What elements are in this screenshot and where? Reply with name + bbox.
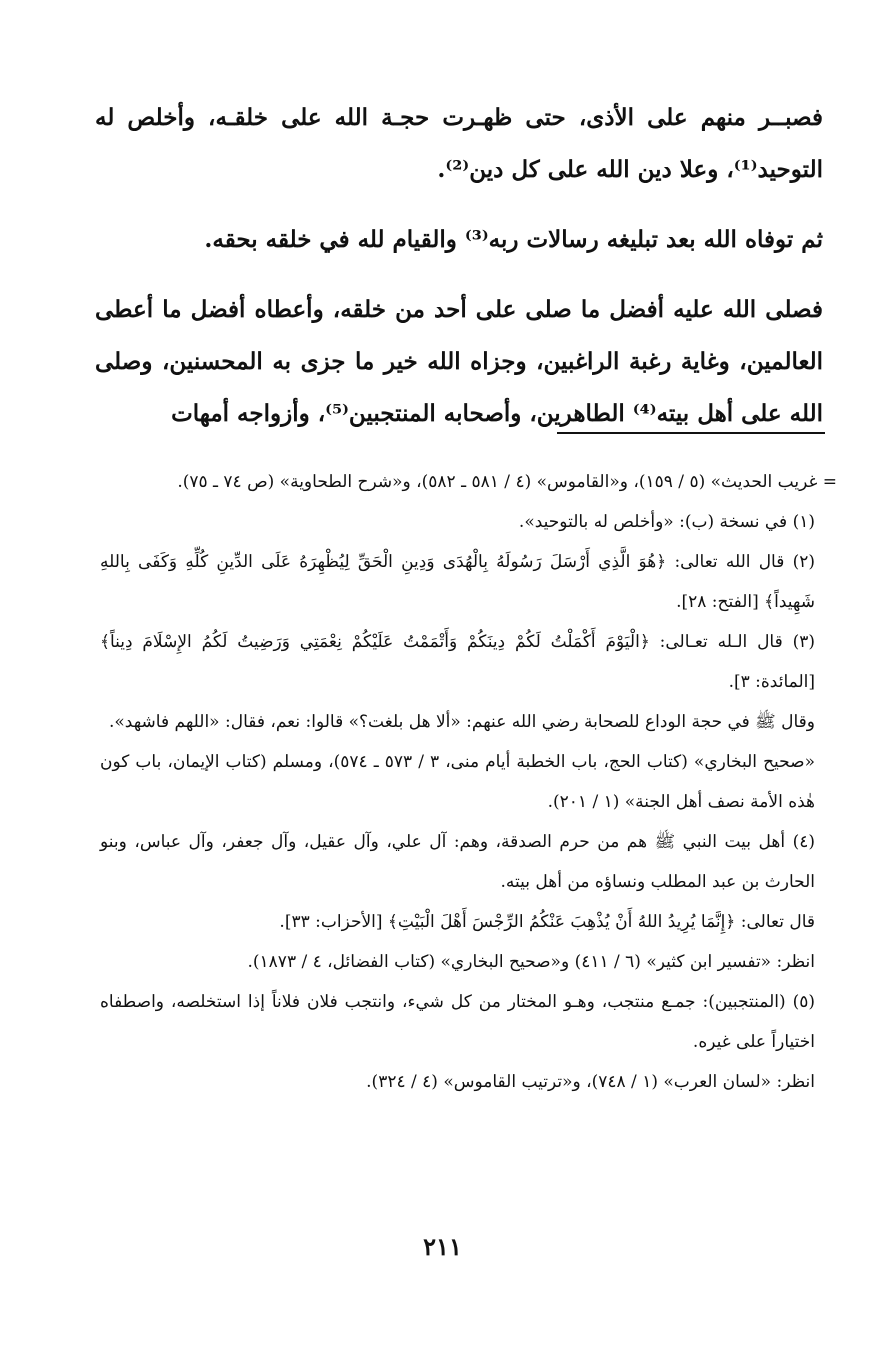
page-number: ٢١١ bbox=[423, 1232, 462, 1261]
footnote-5: (٥) (المنتجبين): جمـع منتجب، وهـو المختار من كل شيء، وانتجب فلان فلاناً إذا استخلصه، واصطفاه اختياراً على غيره. bbox=[100, 992, 815, 1052]
main-paragraph: فصلى الله عليه أفضل ما صلى على أحد من خلقه، وأعطاه أفضل ما أعطى العالمين، وغاية رغبة الراغبين، وجزاه الله خير ما جزى به المحسنين، وصلى الله على أهل بيته⁽⁴⁾ الطاهرين، وأصحابه المنتجبين⁽⁵⁾، وأزواجه أمهات bbox=[95, 296, 823, 427]
footnote-2: (٢) قال الله تعالى: ﴿هُوَ الَّذِي أَرْسَلَ رَسُولَهُ بِالْهُدَى وَدِينِ الْحَقِّ لِيُظْهِرَهُ عَلَى الدِّينِ كُلِّهِ وَكَفَى بِاللهِ شَهِيداً﴾ [الفتح: ٢٨]. bbox=[100, 552, 815, 612]
footnote-3: (٣) قال الـله تعـالى: ﴿الْيَوْمَ أَكْمَلْتُ لَكُمْ دِينَكُمْ وَأَتْمَمْتُ عَلَيْكُمْ نِعْمَتِي وَرَضِيتُ لَكُمُ الإِسْلَامَ دِيناً﴾ [المائدة: ٣]. bbox=[100, 632, 815, 692]
footnote-3-source: «صحيح البخاري» (كتاب الحج، باب الخطبة أيام منى، ٣ / ٥٧٣ ـ ٥٧٤)، ومسلم (كتاب الإيمان، باب كون هٰذه الأمة نصف أهل الجنة» (١ / ٢٠١). bbox=[100, 752, 815, 812]
footnote-4-source: انظر: «تفسير ابن كثير» (٦ / ٤١١) و«صحيح البخاري» (كتاب الفضائل، ٤ / ١٨٧٣). bbox=[247, 952, 815, 972]
footnote-4: (٤) أهل بيت النبي ﷺ هم من حرم الصدقة، وهم: آل علي، وآل عقيل، وآل جعفر، وآل عباس، وبنو الحارث بن عبد المطلب ونساؤه من أهل بيته. bbox=[100, 832, 815, 892]
main-paragraph: فصبــر منهم على الأذى، حتى ظهـرت حجـة الله على خلقـه، وأخلص له التوحيد⁽¹⁾، وعلا دين الله على كل دين⁽²⁾. bbox=[95, 104, 823, 183]
footnote-4-verse: قال تعالى: ﴿إِنَّمَا يُرِيدُ اللهُ أَنْ يُذْهِبَ عَنْكُمُ الرِّجْسَ أَهْلَ الْبَيْتِ﴾ [الأحزاب: ٣٣]. bbox=[279, 912, 815, 932]
main-text bbox=[95, 92, 823, 440]
footnote-divider bbox=[557, 432, 825, 434]
footnote-continuation: = غريب الحديث» (٥ / ١٥٩)، و«القاموس» (٤ / ٥٨١ ـ ٥٨٢)، و«شرح الطحاوية» (ص ٧٤ ـ ٧٥). bbox=[177, 472, 837, 492]
main-paragraph: ثم توفاه الله بعد تبليغه رسالات ربه⁽³⁾ والقيام لله في خلقه بحقه. bbox=[204, 226, 823, 253]
footnote-3-hadith: وقال ﷺ في حجة الوداع للصحابة رضي الله عنهم: «ألا هل بلغت؟» قالوا: نعم، فقال: «اللهم فاشهد». bbox=[108, 712, 815, 732]
footnote-1: (١) في نسخة (ب): «وأخلص له بالتوحيد». bbox=[518, 512, 815, 532]
footnotes bbox=[100, 462, 837, 1102]
footnote-5-source: انظر: «لسان العرب» (١ / ٧٤٨)، و«ترتيب القاموس» (٤ / ٣٢٤). bbox=[366, 1072, 815, 1092]
